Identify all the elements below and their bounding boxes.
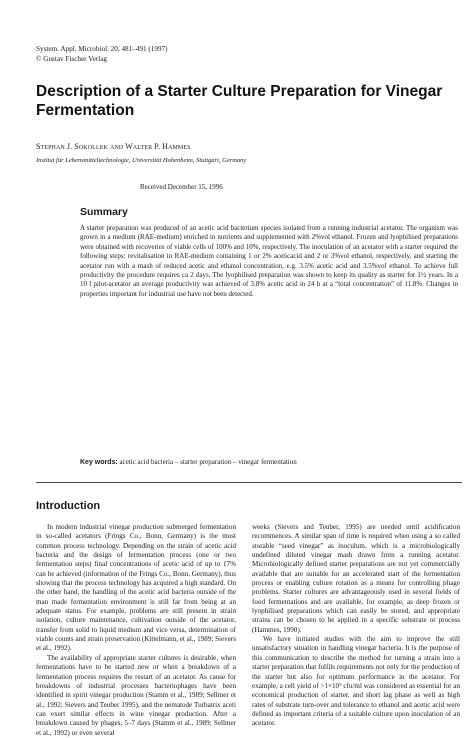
- keywords-label: Key words:: [80, 459, 118, 466]
- journal-header: [36, 45, 168, 64]
- journal-citation: System. Appl. Microbiol. 20, 481–491 (1997): [36, 45, 168, 53]
- keywords-line: [80, 458, 458, 466]
- intro-paragraph: weeks (Sievers and Teuber, 1995) are needed until acidification recommences. A similar span of time is required when using a so called storable “seed vinegar” as inoculum, which is a microbiologically undefined diluted vinegar mash drawn from a running acetator. Microbiologically defined starter preparations are not yet commercially available that are suitable for an accelerated start of the fermentation process or enabling culture rotation as a means for controlling phage problems. Starter cultures are advantageously used in several fields of food fermentations and are available, for example, as deep frozen or lyophilised preparations which can easily be stored, and appropriate strains can be chosen to be applied in a specific substrate or process (Hammes, 1990).: [252, 523, 460, 634]
- intro-paragraph: In modern industrial vinegar production submerged fermentation in so-called acetators (Frings Co., Bonn, Germany) is the most common process technology. Depending on the strain of acetic acid bacteria and the design of fermentation process (one or two fermentation steps) final concentrations of acetic acid of up to 17% can be achieved (information of the Frings Co., Bonn, Germany), thus showing that the process technology has acquired a high standard. On the other hand, the handling of the acetic acid bacteria outside of the man made fermentation environment is still far from being at an adequate status. For example, problems are still present in strain isolation, culture maintenance, cultivation outside of the acetator, transfer from solid to liquid medium and vice versa, determination of viable counts and strain preservation (Kittelmann, et al., 1989; Sievers et al., 1992).: [36, 523, 236, 653]
- intro-paragraph: The availability of appropriate starter cultures is desirable, when fermentations have to be started new or when a breakdown of a fermentation process requires the restart of an acetator. As cause for breakdowns of industrial processes bacteriophages have been identified in spirit vinegar production (Stamm et al., 1989; Sellmer et al., 1992; Sievers and Teuber 1995), and the nematode Turbatrix aceti can exert similar effects in wine vinegar production. After a breakdown caused by phages, 5–7 days (Stamm et al., 1989; Sellmer et al., 1992) or even several: [36, 653, 236, 737]
- summary-text: A starter preparation was produced of an acetic acid bacterium species isolated from a running industrial acetator. The organism was grown in a medium (RAE-medium) enriched in nutrients and supplemented with 2%vol ethanol. Frozen and lyophilised preparations were obtained with recoveries of viable cells of 100% and 10%, respectively. The inoculation of an acetator with a starter required the following steps: revitalisation in RAE-medium containing 1 or 2% aceticacid and 2 or 3%vol ethanol, respectively, and starting the acetator run with a mash of reduced acetic and ethanol concentration, e.g. 3.5% acetic acid and 3.5%vol ethanol. To achieve full productivity the procedure requires ca 2 days. The lyophilised preparation was shown to keep its quality as starter for 1½ years. In a 10 l pilot-acetator an average productivity was achieved of 3.8% acetic acid in 24 h at a “total concentration” of 11.8%. Changes in properties important for industrial use have not been detected.: [80, 224, 458, 298]
- received-date: Received December 15, 1996: [140, 183, 223, 191]
- author-affiliation: Institut für Lebensmitteltechnologie, Universität Hohenheim, Stuttgart, Germany: [36, 157, 247, 164]
- journal-publisher: © Gustav Fischer Verlag: [36, 54, 107, 63]
- summary-heading: Summary: [80, 206, 128, 218]
- intro-paragraph: We have initiated studies with the aim to improve the still unsatisfactory situation in handling vinegar bacteria. It is the purpose of this communication to describe the method for turning a strain into a starter preparation that fulfils requirements not only for the production of the starter but also for optimum performance in the acetator. For example, a cell yield of >1×10⁹ cfu/ml was considered as essential for an economical production of starter, and short lag phase as well as high rates of substrate turn-over and tolerance to ethanol and acetic acid were defined as important criteria of a suitable culture upon inoculation of an acetator.: [252, 635, 460, 728]
- paper-authors: Stephan J. Sokollek and Walter P. Hammes: [36, 142, 191, 151]
- paper-title: Description of a Starter Culture Preparation for Vinegar Fermentation: [36, 83, 443, 119]
- introduction-left-column: [36, 523, 236, 738]
- section-divider: [36, 482, 462, 483]
- introduction-heading: Introduction: [36, 500, 101, 512]
- keywords-value: acetic acid bacteria – starter preparation – vinegar fermentation: [119, 458, 297, 466]
- introduction-right-column: [252, 523, 460, 729]
